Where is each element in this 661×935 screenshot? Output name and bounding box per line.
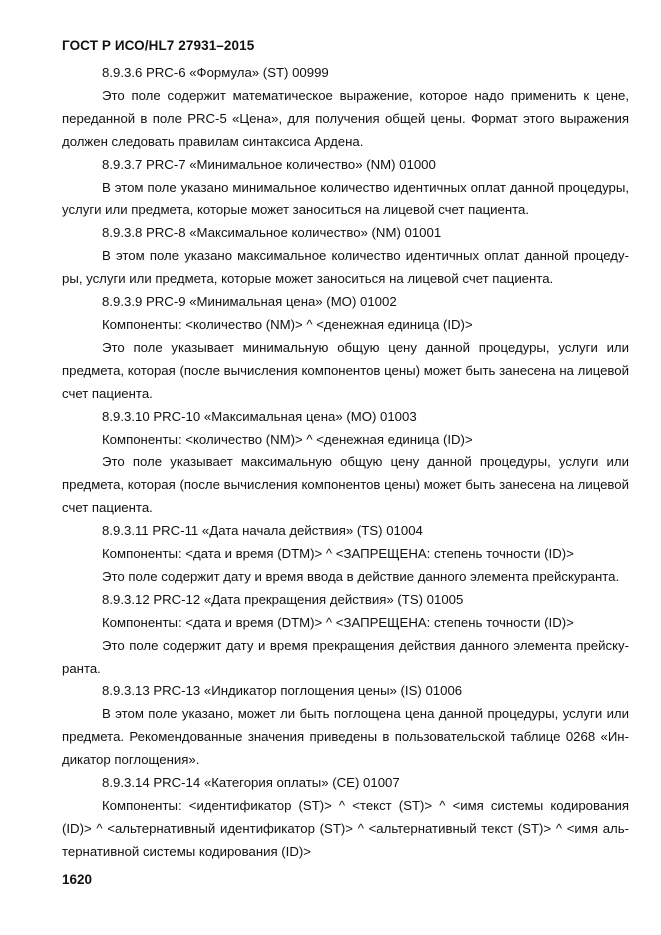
section-heading: 8.9.3.9 PRC-9 «Минимальная цена» (MO) 01002 — [102, 294, 397, 310]
components-paragraph: Компоненты: <идентификатор (ST)> ^ <текст (ST)> ^ <имя системы кодирования (ID)> ^ <альтернативный идентификатор (ST)> ^ <альтернативный текст (ST)> ^ <имя альтернативной системы кодирования (ID)> — [62, 798, 629, 859]
section-heading: 8.9.3.7 PRC-7 «Минимальное количество» (NM) 01000 — [102, 156, 436, 172]
page-number: 1620 — [62, 872, 93, 887]
paragraph: Это поле содержит дату и время ввода в действие данного элемента прейскуранта. — [102, 568, 620, 584]
components-line: Компоненты: <дата и время (DTM)> ^ <ЗАПРЕЩЕНА: степень точности (ID)> — [102, 546, 574, 562]
paragraph: Это поле указывает максимальную общую цену данной процедуры, услуги или предмета, которая (после вычисления компонентов цены) может быть занесена на лицевой счет пациента. — [62, 454, 629, 516]
paragraph: В этом поле указано минимальное количество идентичных оплат данной процедуры, услуги или предмета, которые может заноситься на лицевой счет пациента. — [62, 179, 629, 218]
section-heading: 8.9.3.11 PRC-11 «Дата начала действия» (TS) 01004 — [102, 523, 423, 539]
section-heading: 8.9.3.14 PRC-14 «Категория оплаты» (CE) 01007 — [102, 775, 400, 791]
document-body — [62, 62, 629, 864]
components-line: Компоненты: <количество (NM)> ^ <денежная единица (ID)> — [102, 316, 473, 332]
paragraph: Это поле содержит дату и время прекращения действия данного элемента прейскуранта. — [62, 637, 629, 676]
paragraph: Это поле указывает минимальную общую цену данной процедуры, услуги или предмета, которая (после вычисления компонентов цены) может быть занесена на лицевой счет пациента. — [62, 339, 629, 401]
components-line: Компоненты: <дата и время (DTM)> ^ <ЗАПРЕЩЕНА: степень точности (ID)> — [102, 614, 574, 630]
paragraph: В этом поле указано максимальное количество идентичных оплат данной процедуры, услуги или предмета, которые может заноситься на лицевой счет пациента. — [62, 248, 629, 287]
section-heading: 8.9.3.10 PRC-10 «Максимальная цена» (MO) 01003 — [102, 408, 417, 424]
section-heading: 8.9.3.6 PRC-6 «Формула» (ST) 00999 — [102, 65, 329, 80]
components-line: Компоненты: <количество (NM)> ^ <денежная единица (ID)> — [102, 431, 473, 447]
section-heading: 8.9.3.12 PRC-12 «Дата прекращения действия» (TS) 01005 — [102, 591, 464, 607]
document-header: ГОСТ Р ИСО/HL7 27931–2015 — [62, 38, 255, 53]
paragraph: Это поле содержит математическое выражение, которое надо применить к цене, переданной в поле PRC-5 «Цена», для получения общей цены. Формат этого выражения должен следовать правилам синтаксиса Ардена. — [62, 87, 629, 149]
paragraph: В этом поле указано, может ли быть поглощена цена данной процедуры, услуги или предмета. Рекомендованные значения приведены в пользовательской таблице 0268 «Индикатор поглощения». — [62, 706, 629, 768]
section-heading: 8.9.3.8 PRC-8 «Максимальное количество» (NM) 01001 — [102, 225, 442, 241]
section-heading: 8.9.3.13 PRC-13 «Индикатор поглощения цены» (IS) 01006 — [102, 683, 463, 699]
